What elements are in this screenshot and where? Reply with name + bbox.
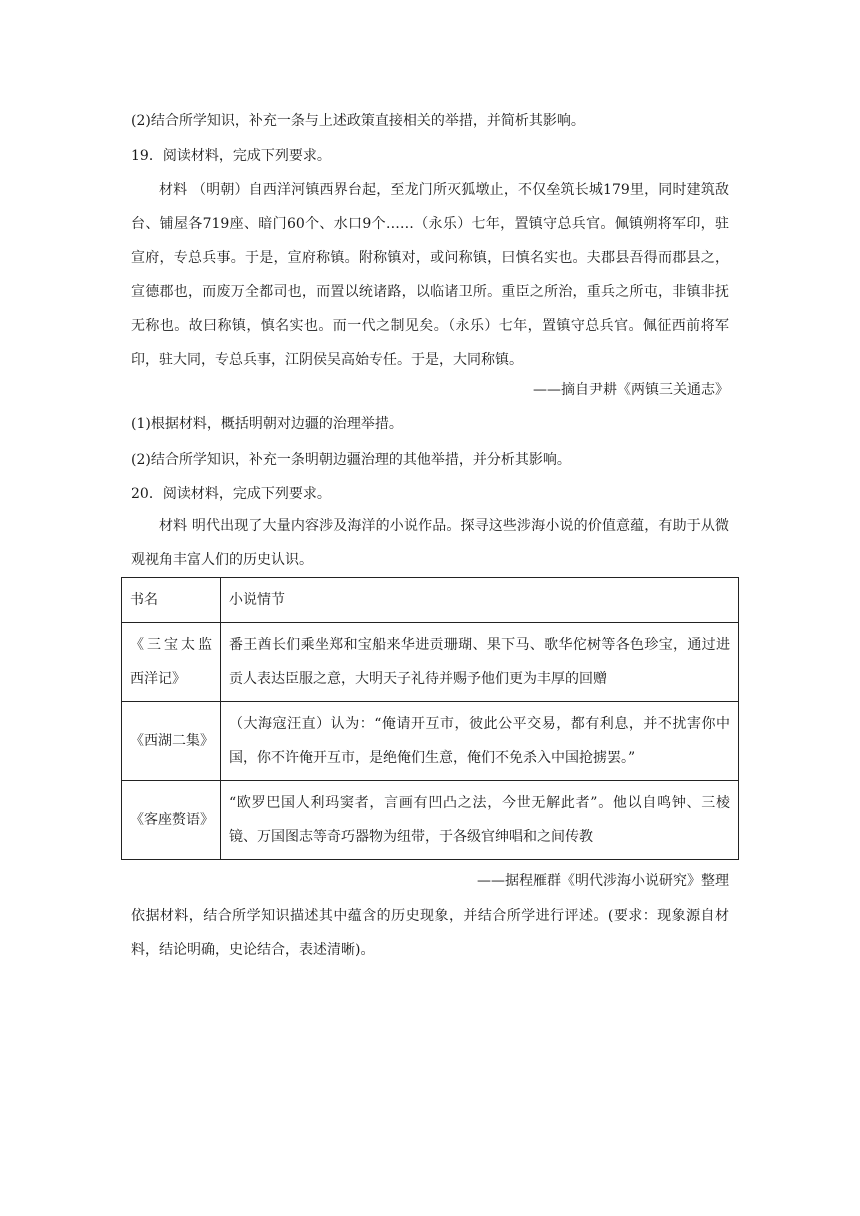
plot-text: 番王酋长们乘坐郑和宝船来华进贡珊瑚、果下马、歌华佗树等各色珍宝，通过进贡人表达臣服之意，大明天子礼待并赐予他们更为丰厚的回赠 bbox=[229, 637, 730, 687]
header-plot: 小说情节 bbox=[221, 578, 739, 623]
q20-source: ——据程雁群《明代涉海小说研究》整理 bbox=[477, 873, 729, 889]
table-row bbox=[122, 781, 739, 860]
book-title: 《西湖二集》 bbox=[130, 733, 214, 749]
q19-heading: 19．阅读材料，完成下列要求。 bbox=[131, 148, 331, 164]
q20-material: 材料 明代出现了大量内容涉及海洋的小说作品。探寻这些涉海小说的价值意蕴，有助于从微观视角丰富人们的历史认识。 bbox=[131, 518, 729, 568]
table-row bbox=[122, 702, 739, 781]
table-header-row bbox=[122, 578, 739, 623]
header-book-title: 书名 bbox=[122, 578, 221, 623]
q18-subquestion-2: (2)结合所学知识，补充一条与上述政策直接相关的举措，并简析其影响。 bbox=[131, 113, 585, 129]
book-title: 《客座赘语》 bbox=[130, 812, 214, 828]
q19-material: 材料 （明朝）自西洋河镇西界台起，至龙门所灭狐墩止，不仅垒筑长城179里，同时建筑敌台、铺屋各719座、暗门60个、水口9个……（永乐）七年，置镇守总兵官。佩镇朔将军印，驻宣府，专总兵事。于是，宣府称镇。附称镇对，或问称镇，曰慎名实也。夫郡县吾得而郡县之，宣德郡也，而废万全都司也，而置以统诸路，以临诸卫所。重臣之所治，重兵之所屯，非镇非抚无称也。故曰称镇，慎名实也。而一代之制见矣。（永乐）七年，置镇守总兵官。佩征西前将军印，驻大同，专总兵事，江阴侯吴高始专任。于是，大同称镇。 bbox=[131, 182, 729, 368]
q19-subquestion-2: (2)结合所学知识，补充一条明朝边疆治理的其他举措，并分析其影响。 bbox=[131, 452, 571, 468]
q20-task: 依据材料，结合所学知识描述其中蕴含的历史现象，并结合所学进行评述。(要求：现象源自材料，结论明确，史论结合，表述清晰)。 bbox=[131, 908, 729, 958]
book-title: 《三宝太监西洋记》 bbox=[130, 637, 212, 687]
novel-table bbox=[121, 577, 739, 860]
q19-source: ——摘自尹耕《两镇三关通志》 bbox=[533, 382, 729, 398]
q20-heading: 20．阅读材料，完成下列要求。 bbox=[131, 486, 331, 502]
plot-text: （大海寇汪直）认为：“俺请开互市，彼此公平交易，都有利息，并不扰害你中国，你不许俺开互市，是绝俺们生意，俺们不免杀入中国抢掳罢。” bbox=[229, 716, 730, 766]
table-row bbox=[122, 623, 739, 702]
plot-text: “欧罗巴国人利玛窦者，言画有凹凸之法，今世无解此者”。他以自鸣钟、三棱镜、万国图志等奇巧器物为纽带，于各级官绅唱和之间传教 bbox=[229, 795, 730, 845]
q19-subquestion-1: (1)根据材料，概括明朝对边疆的治理举措。 bbox=[131, 416, 403, 432]
